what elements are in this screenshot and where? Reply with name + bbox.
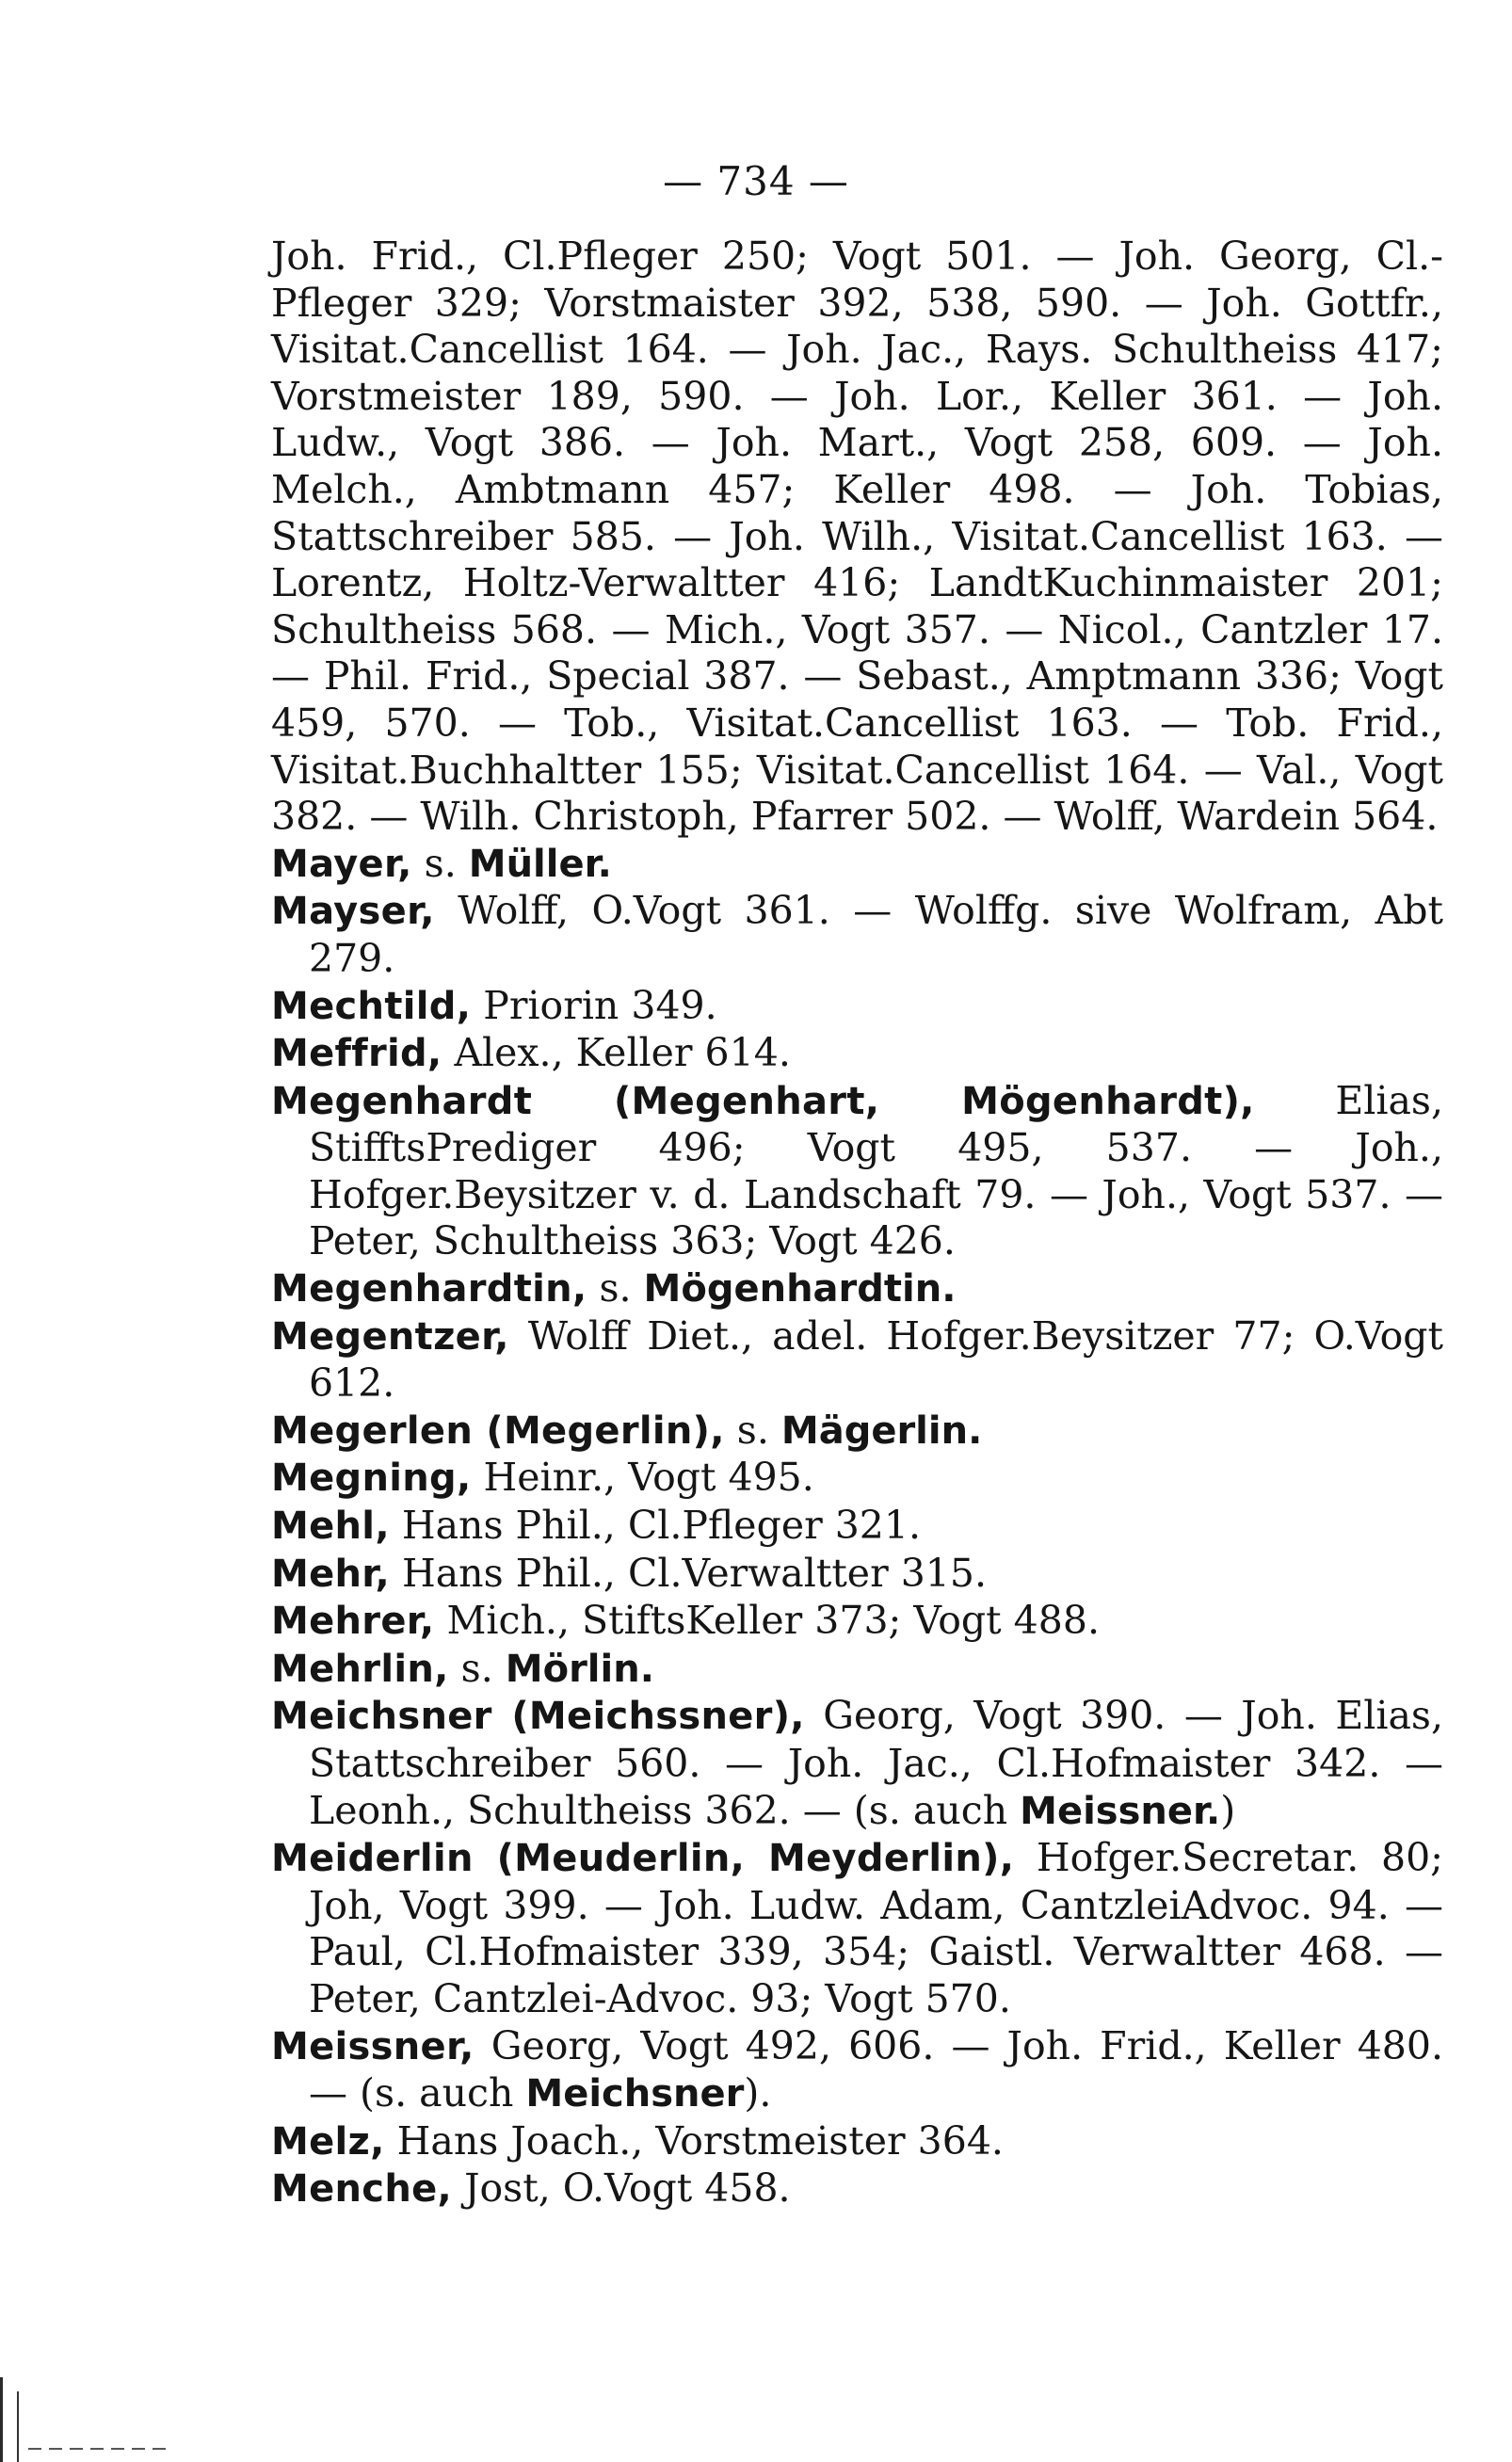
entry-headword: Megerlen (Megerlin), [271,1408,725,1453]
binding-edge-mark [0,2377,3,2462]
index-entry [271,1503,1443,1551]
index-entry [271,1455,1443,1503]
entry-headword: Mayer, [271,842,412,886]
page-number: — 734 — [663,158,849,204]
entry-headword: Meiderlin (Meuderlin, Meyderlin), [271,1837,1015,1881]
entry-headword: Megentzer, [271,1314,509,1359]
index-page-body [271,233,1443,2213]
index-entry [271,1835,1443,2022]
entry-text: Hofger.Secretar. 80; Joh, Vogt 399. — Joh. Ludw. Adam, CantzleiAdvoc. 94. — Paul, Cl.Hofmaister 339, 354; Gaistl. Verwaltter 468. — Peter, Cantzlei-Advoc. 93; Vogt 570. [309,1835,1443,2021]
entry-text: Mich., StiftsKeller 373; Vogt 488. [434,1598,1100,1644]
entry-headword: Mehl, [271,1505,390,1549]
entry-headword: Meffrid, [271,1032,442,1076]
entry-headword: Megenhardt (Megenhart, Mögenhardt), [271,1079,1255,1123]
entry-text: Elias, StifftsPrediger 496; Vogt 495, 537. — Joh., Hofger.Beysitzer v. d. Landschaft 79. — Joh., Vogt 537. — Peter, Schultheiss 363; Vogt 426. [309,1077,1443,1264]
entry-cross-reference: Müller. [468,842,612,886]
entry-text-closing: ). [744,2070,772,2116]
scan-edge-dashes [28,2448,169,2450]
index-entry [271,1551,1443,1599]
entry-cross-reference: Meissner. [1020,1789,1221,1833]
index-entry [271,1598,1443,1646]
index-entries [271,841,1443,2213]
entry-cross-reference: Mägerlin. [780,1408,983,1453]
entry-headword: Meichsner (Meichssner), [271,1695,805,1739]
entry-text: Hans Joach., Vorstmeister 364. [384,2117,1004,2164]
index-entry [271,983,1443,1031]
index-entry [271,1078,1443,1265]
index-entry [271,1693,1443,1835]
index-entry [271,2023,1443,2118]
index-entry [271,1265,1443,1313]
entry-headword: Mechtild, [271,984,472,1028]
entry-cross-reference: Mögenhardtin. [643,1267,957,1311]
entry-text: Alex., Keller 614. [442,1030,791,1076]
entry-headword: Mehr, [271,1552,390,1596]
entry-headword: Menche, [271,2167,453,2212]
entry-text: Priorin 349. [471,982,717,1028]
entry-headword: Mehrer, [271,1600,435,1644]
binding-edge-mark [17,2391,19,2462]
entry-headword: Meissner, [271,2024,475,2068]
entry-headword: Megning, [271,1456,472,1501]
entry-text: Georg, Vogt 390. — Joh. Elias, Stattschreiber 560. — Joh. Jac., Cl.Hofmaister 342. — Leonh., Schultheiss 362. — (s. auch [309,1693,1444,1833]
entry-headword: Melz, [271,2119,385,2164]
index-entry [271,1313,1443,1408]
entry-text: s. [587,1265,644,1311]
entry-headword: Mayser, [271,890,435,934]
entry-text: Wolff, O.Vogt 361. — Wolffg. sive Wolfram, Abt 279. [309,888,1443,981]
entry-headword: Megenhardtin, [271,1267,587,1311]
entry-text: Hans Phil., Cl.Verwaltter 315. [389,1550,987,1596]
entry-headword: Mehrlin, [271,1647,449,1691]
index-entry [271,841,1443,889]
entry-text-closing: ) [1220,1787,1236,1833]
index-entry [271,2165,1443,2213]
index-entry [271,2118,1443,2166]
continued-entry: Joh. Frid., Cl.Pfleger 250; Vogt 501. — Joh. Georg, Cl.-Pfleger 329; Vorstmaister 392, 538, 590. — Joh. Gottfr., Visitat.Cancellist 164. — Joh. Jac., Rays. Schultheiss 417; Vorstmeister 189, 590. — Joh. Lor., Keller 361. — Joh. Ludw., Vogt 386. — Joh. Mart., Vogt 258, 609. — Joh. Melch., Ambtmann 457; Keller 498. — Joh. Tobias, Stattschreiber 585. — Joh. Wilh., Visitat.Cancellist 163. — Lorentz, Holtz-Verwaltter 416; LandtKuchinmaister 201; Schultheiss 568. — Mich., Vogt 357. — Nicol., Cantzler 17. — Phil. Frid., Special 387. — Sebast., Amptmann 336; Vogt 459, 570. — Tob., Visitat.Cancellist 163. — Tob. Frid., Visitat.Buchhaltter 155; Visitat.Cancellist 164. — Val., Vogt 382. — Wilh. Christoph, Pfarrer 502. — Wolff, Wardein 564. [271,233,1443,840]
entry-text: Jost, O.Vogt 458. [452,2165,791,2212]
entry-cross-reference: Mörlin. [505,1647,654,1691]
entry-text: Georg, Vogt 492, 606. — Joh. Frid., Keller 480. — (s. auch [309,2022,1443,2116]
entry-text: Heinr., Vogt 495. [471,1455,814,1501]
entry-text: s. [448,1645,506,1691]
entry-text: s. [411,840,469,886]
index-entry [271,1646,1443,1694]
entry-text: s. [724,1407,781,1453]
entry-cross-reference: Meichsner [525,2072,745,2116]
entry-text: Wolff Diet., adel. Hofger.Beysitzer 77; O.Vogt 612. [309,1312,1443,1407]
index-entry [271,888,1443,982]
index-entry [271,1030,1443,1078]
entry-text: Hans Phil., Cl.Pfleger 321. [389,1503,921,1549]
index-entry [271,1408,1443,1456]
